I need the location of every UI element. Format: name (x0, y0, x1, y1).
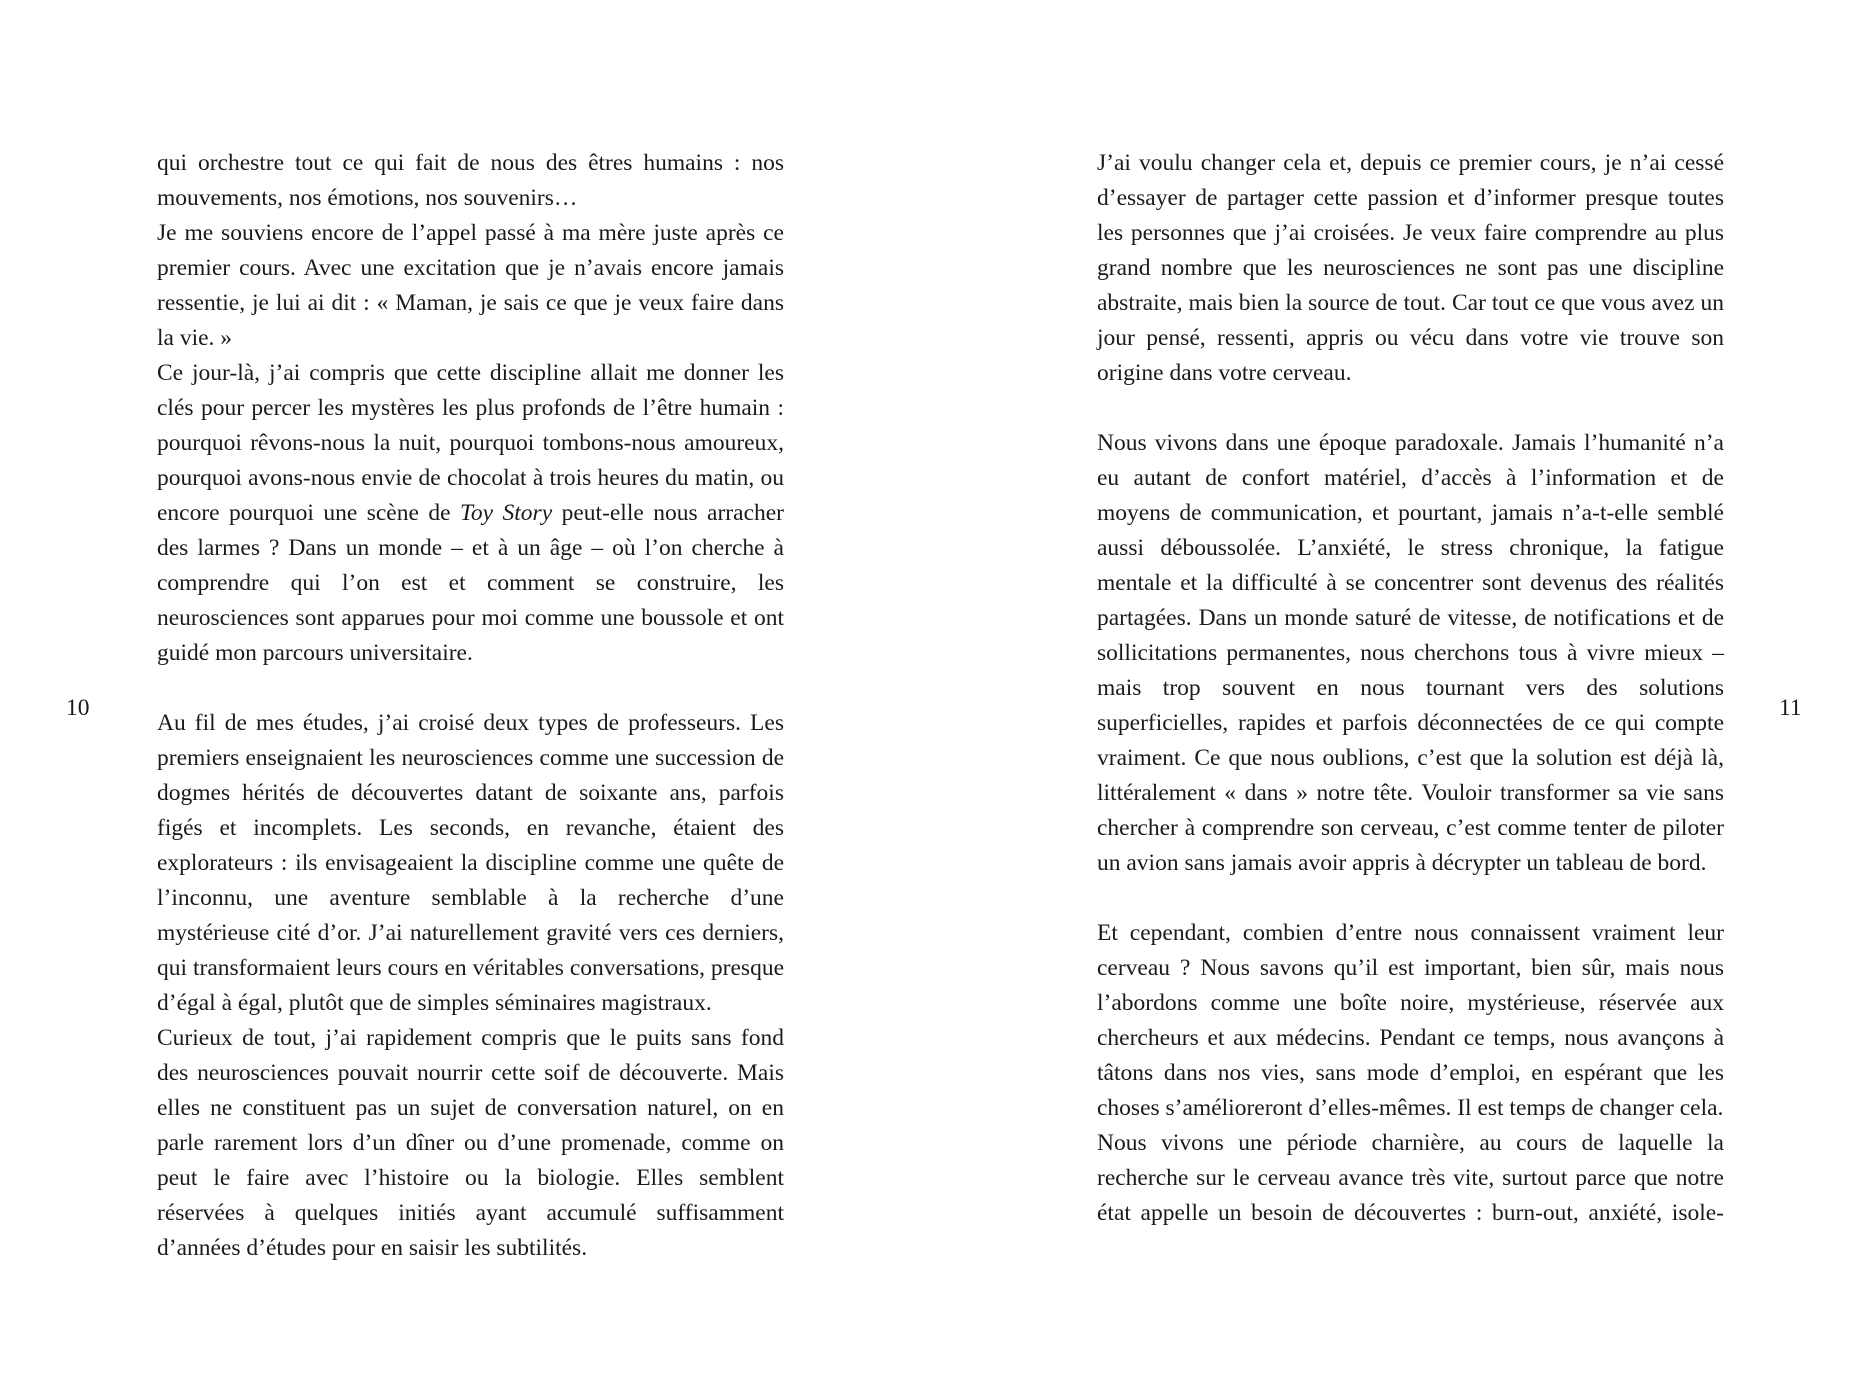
paragraph-text: Ce jour-là, j’ai compris que cette discipline allait me donner les clés pour percer les mystères les plus profonds de l’être humain : pourquoi rêvons-nous la nuit, pourquoi tombons-nous amoureux, pourquoi avons-nous envie de chocolat à trois heures du matin, ou encore pourquoi une scène de (157, 360, 784, 526)
paragraph: J’ai voulu changer cela et, depuis ce premier cours, je n’ai cessé d’essayer de partager cette passion et d’informer presque toutes les personnes que j’ai croisées. Je veux faire comprendre au plus grand nombre que les neurosciences ne sont pas une discipline abstraite, mais bien la source de tout. Car tout ce que vous avez un jour pensé, ressenti, appris ou vécu dans votre vie trouve son origine dans votre cerveau. (1097, 150, 1724, 386)
paragraph-text: peut-elle nous arracher des larmes ? Dans un monde – et à un âge – où l’on cherche à comprendre qui l’on est et comment se construire, les neurosciences sont apparues pour moi comme une boussole et ont guidé mon parcours universitaire. (157, 500, 785, 666)
italic-title: Toy Story (459, 500, 553, 526)
page-number: 10 (66, 695, 90, 721)
paragraph (157, 356, 784, 671)
paragraph: Je me souviens encore de l’appel passé à ma mère juste après ce premier cours. Avec une excitation que je n’avais encore jamais ressentie, je lui ai dit : « Maman, je sais ce que je veux faire dans la vie. » (157, 220, 784, 351)
left-text-column (157, 146, 784, 1266)
paragraph: Curieux de tout, j’ai rapidement compris que le puits sans fond des neurosciences pouvait nourrir cette soif de découverte. Mais elles ne constituent pas un sujet de conversation naturel, on en parle rarement lors d’un dîner ou d’une promenade, comme on peut le faire avec l’histoire ou la biologie. Elles semblent réservées à quelques initiés ayant accumulé suffisamment d’années d’études pour en saisir les subtilités. (157, 1025, 784, 1261)
right-text-column (1097, 146, 1724, 1231)
left-page (0, 0, 933, 1400)
paragraph: Nous vivons dans une époque paradoxale. Jamais l’humanité n’a eu autant de confort matériel, d’accès à l’information et de moyens de communication, et pourtant, jamais n’a-t-elle semblé aussi déboussolée. L’anxiété, le stress chronique, la fatigue mentale et la difficulté à se concentrer sont devenus des réalités partagées. Dans un monde saturé de vitesse, de notifications et de sollicitations permanentes, nous cherchons tous à vivre mieux – mais trop souvent en nous tournant vers des solutions superficielles, rapides et parfois déconnectées de ce qui compte vraiment. Ce que nous oublions, c’est que la solution est déjà là, littéralement « dans » notre tête. Vouloir transformer sa vie sans chercher à comprendre son cerveau, c’est comme tenter de piloter un avion sans jamais avoir appris à décrypter un tableau de bord. (1097, 430, 1724, 876)
page-number: 11 (1779, 695, 1802, 721)
paragraph: qui orchestre tout ce qui fait de nous des êtres humains : nos mouvements, nos émotions, nos souvenirs… (157, 150, 784, 211)
paragraph: Au fil de mes études, j’ai croisé deux types de professeurs. Les premiers enseignaient les neurosciences comme une succession de dogmes hérités de découvertes datant de soixante ans, parfois figés et incomplets. Les seconds, en revanche, étaient des explorateurs : ils envisageaient la discipline comme une quête de l’inconnu, une aventure semblable à la recherche d’une mystérieuse cité d’or. J’ai naturellement gravité vers ces derniers, qui transformaient leurs cours en véritables conversations, presque d’égal à égal, plutôt que de simples séminaires magistraux. (157, 710, 784, 1016)
paragraph: Et cependant, combien d’entre nous connaissent vraiment leur cerveau ? Nous savons qu’il est important, bien sûr, mais nous l’abordons comme une boîte noire, mystérieuse, réservée aux chercheurs et aux médecins. Pendant ce temps, nous avançons à tâtons dans nos vies, sans mode d’emploi, en espérant que les choses s’amélioreront d’elles-mêmes. Il est temps de changer cela. (1097, 920, 1724, 1121)
right-page (934, 0, 1867, 1400)
paragraph: Nous vivons une période charnière, au cours de laquelle la recherche sur le cerveau avance très vite, surtout parce que notre état appelle un besoin de découvertes : burn-out, anxiété, isole- (1097, 1130, 1724, 1226)
